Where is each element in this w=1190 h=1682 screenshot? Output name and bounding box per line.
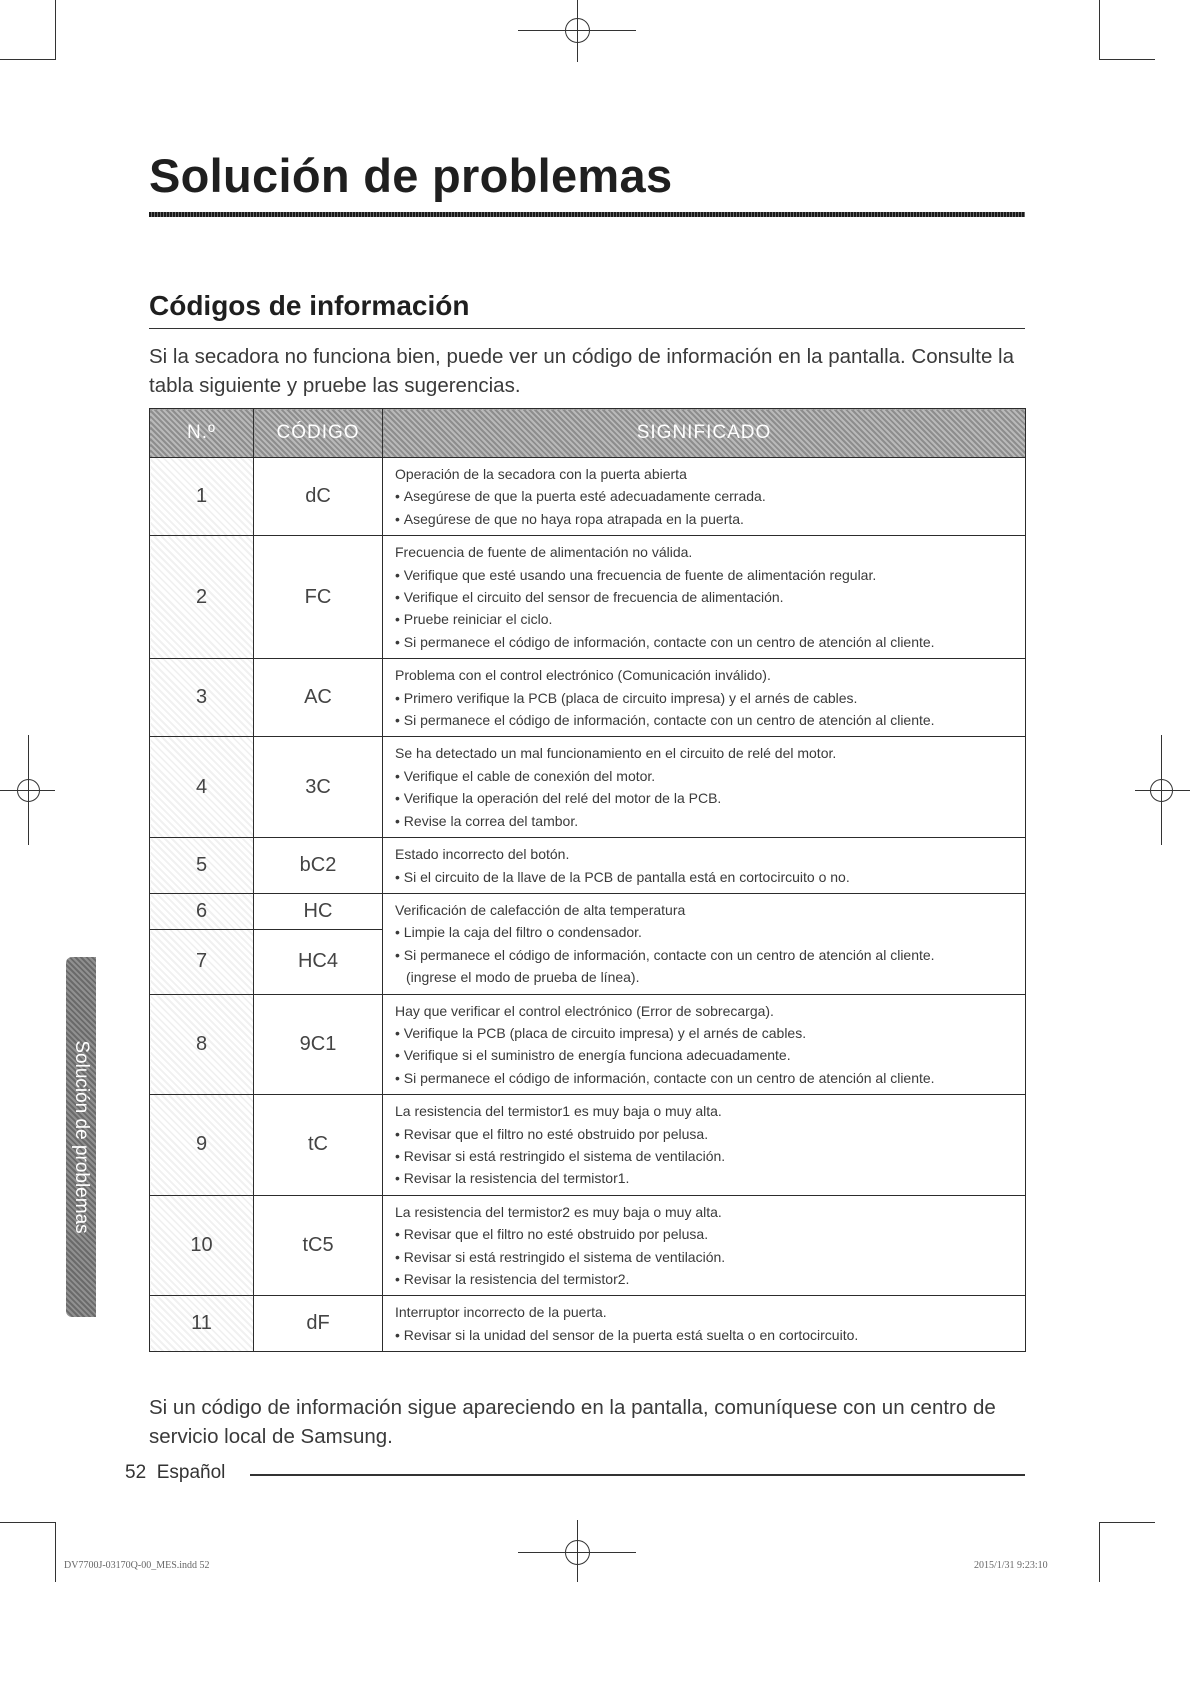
page-language: Español: [156, 1462, 226, 1483]
meaning-line: Problema con el control electrónico (Comunicación inválido).: [395, 667, 771, 684]
row-code: 9C1: [254, 994, 383, 1095]
row-number: 1: [150, 458, 254, 536]
table-row: [150, 893, 1026, 929]
meaning-line: Verificación de calefacción de alta temperatura: [395, 901, 686, 918]
row-meaning: [383, 458, 1026, 536]
reg-mark-top-circle: [565, 18, 590, 43]
section-title: Códigos de información: [149, 290, 470, 321]
row-code: tC: [254, 1095, 383, 1196]
print-file-info: DV7700J-03170Q-00_MES.indd 52: [64, 1560, 210, 1571]
row-code: 3C: [254, 737, 383, 838]
header-code: CÓDIGO: [254, 409, 383, 458]
table-row: [150, 737, 1026, 838]
meaning-bullet: • Revise la correa del tambor.: [395, 810, 1015, 832]
meaning-bullet: • Si el circuito de la llave de la PCB de pantalla está en cortocircuito o no.: [395, 866, 1015, 888]
row-number: 6: [150, 893, 254, 929]
row-number: 2: [150, 536, 254, 659]
table-row: [150, 1296, 1026, 1352]
meaning-line: Operación de la secadora con la puerta abierta: [395, 466, 687, 482]
info-codes-table: [149, 408, 1026, 1352]
table-row: [150, 838, 1026, 894]
row-number: 4: [150, 737, 254, 838]
meaning-bullet: • Si permanece el código de información, contacte con un centro de atención al cliente.: [395, 1067, 1015, 1089]
row-meaning: [383, 1095, 1026, 1196]
meaning-line: Interruptor incorrecto de la puerta.: [395, 1304, 607, 1321]
table-row: [150, 659, 1026, 737]
title-rule: [149, 212, 1025, 217]
header-no: N.º: [150, 409, 254, 458]
section-rule: [149, 328, 1025, 329]
row-meaning: [383, 838, 1026, 894]
table-row: [150, 1095, 1026, 1196]
meaning-bullet: • Verifique que esté usando una frecuencia de fuente de alimentación regular.: [395, 564, 1015, 586]
row-number: 3: [150, 659, 254, 737]
meaning-bullet: • Verifique la operación del relé del motor de la PCB.: [395, 787, 1015, 809]
meaning-bullet: • Asegúrese de que la puerta esté adecuadamente cerrada.: [395, 485, 1015, 507]
meaning-bullet: • Verifique si el suministro de energía funciona adecuadamente.: [395, 1044, 1015, 1066]
table-row: [150, 1195, 1026, 1296]
table-row: [150, 994, 1026, 1095]
row-code: tC5: [254, 1195, 383, 1296]
row-meaning: [383, 1296, 1026, 1352]
table-header-row: [150, 409, 1026, 458]
outro-paragraph: Si un código de información sigue apareciendo en la pantalla, comuníquese con un centro de servicio local de Samsung.: [149, 1396, 996, 1448]
row-code: dC: [254, 458, 383, 536]
table-row: [150, 536, 1026, 659]
side-tab-label: Solución de problemas: [71, 1040, 92, 1234]
meaning-bullet: • Primero verifique la PCB (placa de circuito impresa) y el arnés de cables.: [395, 687, 1015, 709]
crop-mark-bl: [55, 1522, 56, 1582]
meaning-line: (ingrese el modo de prueba de línea).: [406, 969, 640, 986]
crop-mark-bl-h: [0, 1522, 56, 1523]
row-code: bC2: [254, 838, 383, 894]
row-code: AC: [254, 659, 383, 737]
meaning-bullet: • Verifique el circuito del sensor de frecuencia de alimentación.: [395, 586, 1015, 608]
meaning-bullet: • Asegúrese de que no haya ropa atrapada en la puerta.: [395, 508, 1015, 530]
row-number: 10: [150, 1195, 254, 1296]
row-code: dF: [254, 1296, 383, 1352]
row-code: FC: [254, 536, 383, 659]
meaning-bullet: • Si permanece el código de información, contacte con un centro de atención al cliente.: [395, 709, 1015, 731]
crop-mark-tl: [55, 0, 56, 60]
row-meaning: [383, 1195, 1026, 1296]
side-chapter-tab: [66, 957, 96, 1317]
footer-page-label: [125, 1462, 225, 1484]
meaning-line: Se ha detectado un mal funcionamiento en el circuito de relé del motor.: [395, 745, 837, 762]
crop-mark-br-h: [1099, 1522, 1155, 1523]
meaning-line: Estado incorrecto del botón.: [395, 846, 570, 863]
meaning-bullet: • Si permanece el código de información, contacte con un centro de atención al cliente.: [395, 944, 1015, 966]
crop-mark-tr: [1099, 0, 1100, 60]
meaning-line: Hay que verificar el control electrónico (Error de sobrecarga).: [395, 1002, 774, 1019]
meaning-bullet: • Verifique el cable de conexión del motor.: [395, 765, 1015, 787]
meaning-bullet: • Pruebe reiniciar el ciclo.: [395, 608, 1015, 630]
row-number: 11: [150, 1296, 254, 1352]
row-code: HC: [254, 893, 383, 929]
meaning-bullet: • Revisar si está restringido el sistema de ventilación.: [395, 1145, 1015, 1167]
page-title: Solución de problemas: [149, 149, 673, 202]
table-row: [150, 458, 1026, 536]
row-number: 8: [150, 994, 254, 1095]
row-meaning: [383, 659, 1026, 737]
footer-rule: [250, 1474, 1025, 1476]
reg-mark-bottom-circle: [565, 1540, 590, 1565]
meaning-bullet: • Revisar la resistencia del termistor2.: [395, 1268, 1015, 1290]
row-meaning: [383, 994, 1026, 1095]
intro-paragraph: Si la secadora no funciona bien, puede ver un código de información en la pantalla. Consulte la tabla siguiente y pruebe las sugerencias.: [149, 345, 1014, 397]
page-number: 52: [125, 1462, 147, 1483]
crop-mark-br: [1099, 1522, 1100, 1582]
meaning-bullet: • Verifique la PCB (placa de circuito impresa) y el arnés de cables.: [395, 1022, 1015, 1044]
meaning-line: Frecuencia de fuente de alimentación no válida.: [395, 544, 693, 561]
crop-mark-tr-h: [1099, 59, 1155, 60]
meaning-bullet: • Revisar la resistencia del termistor1.: [395, 1167, 1015, 1189]
meaning-line: La resistencia del termistor1 es muy baja o muy alta.: [395, 1103, 722, 1120]
row-number: 5: [150, 838, 254, 894]
row-meaning: [383, 737, 1026, 838]
row-number: 7: [150, 929, 254, 994]
reg-mark-left-circle: [17, 779, 40, 802]
meaning-bullet: • Revisar que el filtro no esté obstruido por pelusa.: [395, 1223, 1015, 1245]
meaning-bullet: • Limpie la caja del filtro o condensador.: [395, 921, 1015, 943]
header-meaning: SIGNIFICADO: [383, 409, 1026, 458]
crop-mark-tl-h: [0, 59, 56, 60]
meaning-bullet: • Revisar que el filtro no esté obstruido por pelusa.: [395, 1123, 1015, 1145]
meaning-line: La resistencia del termistor2 es muy baja o muy alta.: [395, 1203, 722, 1220]
row-number: 9: [150, 1095, 254, 1196]
table-body: [150, 458, 1026, 1352]
meaning-bullet: • Si permanece el código de información, contacte con un centro de atención al cliente.: [395, 631, 1015, 653]
meaning-bullet: • Revisar si la unidad del sensor de la puerta está suelta o en cortocircuito.: [395, 1324, 1015, 1346]
row-meaning: [383, 893, 1026, 994]
meaning-bullet: • Revisar si está restringido el sistema de ventilación.: [395, 1246, 1015, 1268]
row-code: HC4: [254, 929, 383, 994]
print-timestamp: 2015/1/31 9:23:10: [974, 1560, 1048, 1571]
reg-mark-right-circle: [1150, 779, 1173, 802]
row-meaning: [383, 536, 1026, 659]
